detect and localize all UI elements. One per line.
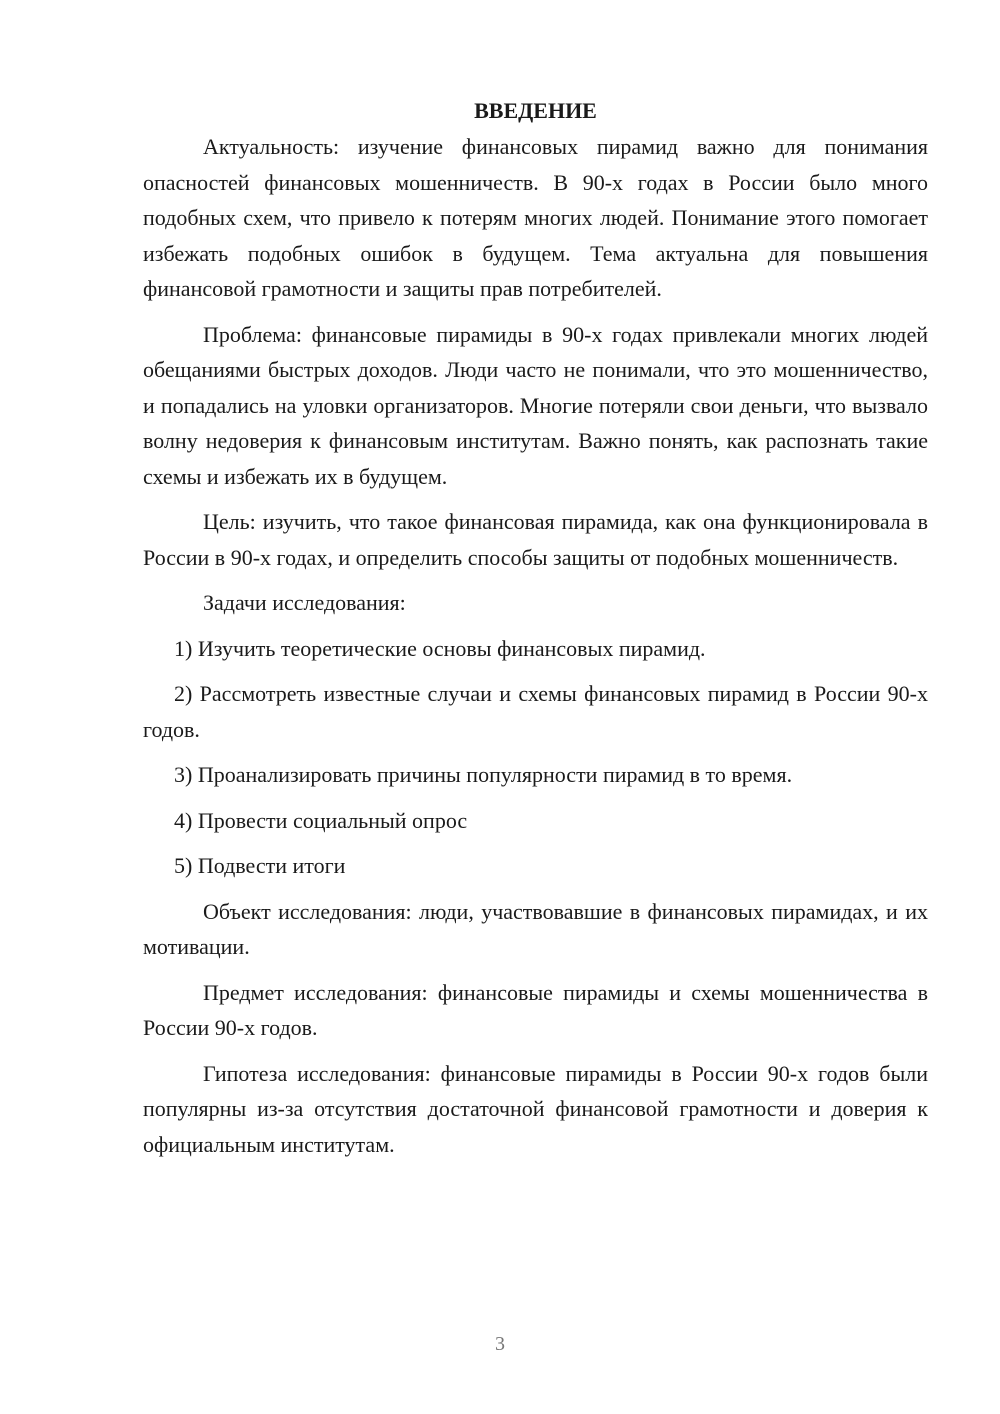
section-title: ВВЕДЕНИЕ <box>474 98 597 123</box>
task-item: 4) Провести социальный опрос <box>174 807 468 833</box>
subject-paragraph: Предмет исследования: финансовые пирамиды и схемы мошенничества в России 90-х годов. <box>143 979 928 1040</box>
hypothesis-paragraph: Гипотеза исследования: финансовые пирамиды в России 90-х годов были популярны из-за отсутствия достаточной финансовой грамотности и доверия к официальным институтам. <box>143 1060 928 1157</box>
goal-paragraph: Цель: изучить, что такое финансовая пирамида, как она функционировала в России в 90-х годах, и определить способы защиты от подобных мошенничеств. <box>143 509 928 570</box>
page-content <box>143 93 928 1172</box>
task-item: 3) Проанализировать причины популярности пирамид в то время. <box>174 762 793 787</box>
task-item: 5) Подвести итоги <box>174 853 346 878</box>
page-number: 3 <box>495 1333 505 1355</box>
relevance-paragraph: Актуальность: изучение финансовых пирамид важно для понимания опасностей финансовых мошенничеств. В 90-х годах в России было много подобных схем, что привело к потерям многих людей. Понимание этого помогает избежать подобных ошибок в будущем. Тема актуальна для повышения финансовой грамотности и защиты прав потребителей. <box>143 134 928 301</box>
task-item: 1) Изучить теоретические основы финансовых пирамид. <box>174 635 706 661</box>
tasks-heading: Задачи исследования: <box>203 590 406 615</box>
tasks-list <box>143 631 928 884</box>
object-paragraph: Объект исследования: люди, участвовавшие в финансовых пирамидах, и их мотивации. <box>143 898 928 959</box>
task-item: 2) Рассмотреть известные случаи и схемы финансовых пирамид в России 90-х годов. <box>143 681 928 742</box>
problem-paragraph: Проблема: финансовые пирамиды в 90-х годах привлекали многих людей обещаниями быстрых доходов. Люди часто не понимали, что это мошенничество, и попадались на уловки организаторов. Многие потеряли свои деньги, что вызвало волну недоверия к финансовым институтам. Важно понять, как распознать такие схемы и избежать их в будущем. <box>143 321 928 489</box>
